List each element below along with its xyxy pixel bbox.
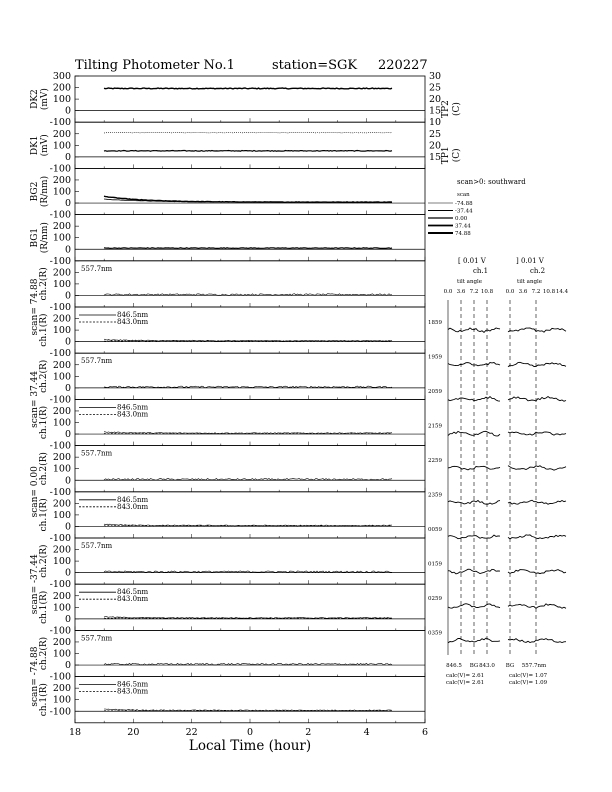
calc-ch1: calc(V)= 2.61 bbox=[446, 680, 485, 686]
y-tick-label: 200 bbox=[52, 221, 71, 233]
scan-label: scan= -37.44 bbox=[30, 554, 40, 615]
panel-s2c1 bbox=[38, 394, 425, 445]
panel-s1c2 bbox=[30, 256, 425, 336]
line-label: 557.7nm bbox=[81, 449, 113, 458]
y-tick-label: 100 bbox=[52, 140, 71, 152]
panel-s4c2 bbox=[30, 533, 425, 614]
y-tick-label: 200 bbox=[52, 683, 71, 695]
panel-dk1 bbox=[30, 117, 462, 168]
panel-frame bbox=[75, 446, 425, 492]
calc-ch1: calc(V)= 2.61 bbox=[446, 673, 485, 679]
tilt-tick: 10.8 bbox=[542, 289, 556, 295]
y-tick-label: 100 bbox=[52, 463, 71, 475]
tp1-line bbox=[104, 151, 392, 152]
ch2-scan-curve bbox=[508, 432, 566, 435]
line-label: 557.7nm bbox=[81, 357, 113, 366]
y-tick-label: 100 bbox=[52, 556, 71, 568]
y-tick-label: -100 bbox=[49, 348, 71, 360]
tilt-label: tilt angle bbox=[457, 279, 483, 285]
wavelength-label: BG bbox=[469, 663, 479, 669]
557.7nm-line bbox=[104, 479, 392, 481]
y-tick-label: -100 bbox=[49, 486, 71, 498]
y-tick-label: -100 bbox=[49, 394, 71, 406]
y-tick-label: 0 bbox=[64, 336, 71, 348]
right-axis-label: TP2 bbox=[441, 100, 451, 118]
y-axis-label: (R/nm) bbox=[40, 175, 50, 208]
ch2-scan-curve bbox=[508, 466, 566, 471]
panel-frame bbox=[75, 630, 425, 676]
x-axis bbox=[69, 727, 428, 754]
panel-s5c2 bbox=[30, 625, 425, 706]
time-label: 0159 bbox=[428, 561, 442, 568]
legend-label: 846.5nm bbox=[117, 680, 149, 689]
843.0nm-line bbox=[104, 525, 392, 526]
panel-frame bbox=[75, 215, 425, 261]
y-axis-label: ch.1(R) bbox=[39, 590, 49, 624]
calc-ch2: calc(V)= 1.09 bbox=[509, 680, 548, 686]
tilt-tick: 0.0 bbox=[505, 289, 515, 295]
dk2-line bbox=[104, 88, 392, 89]
y-tick-label: -100 bbox=[49, 579, 71, 591]
y-tick-label: 0 bbox=[64, 382, 71, 394]
y-tick-label: 100 bbox=[52, 694, 71, 706]
y-axis-label: ch.2(R) bbox=[39, 636, 49, 671]
y-tick-label: 200 bbox=[52, 174, 71, 186]
scan-legend-title: scan bbox=[457, 192, 470, 198]
ch2-scan-curve bbox=[508, 328, 566, 332]
ch2-label: ch.2 bbox=[530, 267, 546, 275]
right-axis-label: (C) bbox=[452, 102, 462, 117]
y-tick-label: 100 bbox=[52, 648, 71, 660]
scan-label: scan= -74.88 bbox=[30, 646, 40, 707]
time-label: 2359 bbox=[428, 492, 442, 499]
tilt-tick: 7.2 bbox=[531, 289, 541, 295]
ch2-scan-curve bbox=[508, 604, 566, 609]
y-tick-label: 100 bbox=[52, 325, 71, 337]
y-tick-label: 200 bbox=[52, 359, 71, 371]
y-tick-label: 100 bbox=[52, 94, 71, 106]
panel-dk2 bbox=[30, 71, 462, 122]
time-label: 0259 bbox=[428, 596, 442, 602]
x-axis-label: Local Time (hour) bbox=[188, 737, 312, 754]
557.7nm-line bbox=[104, 663, 392, 665]
y-axis-label: ch.1(R) bbox=[39, 405, 49, 440]
panel-frame bbox=[75, 168, 425, 214]
panel-bg2 bbox=[30, 163, 425, 214]
tilt-tick: 10.8 bbox=[480, 289, 494, 295]
y-axis-label: (mV) bbox=[40, 88, 50, 111]
x-tick-label: 6 bbox=[421, 726, 429, 738]
bg1-line bbox=[104, 248, 392, 249]
bg2-line bbox=[104, 196, 392, 202]
chart-header bbox=[75, 58, 428, 73]
y-axis-label: ch.2(R) bbox=[39, 359, 49, 393]
y-tick-label: 200 bbox=[52, 636, 71, 648]
y-tick-label: -100 bbox=[49, 117, 71, 129]
legend-label: 846.5nm bbox=[117, 311, 149, 319]
y-tick-label: 200 bbox=[52, 267, 71, 279]
y-tick-label: 200 bbox=[52, 313, 71, 325]
scan-legend-label: -74.88 bbox=[455, 201, 473, 207]
tilt-tick: 7.2 bbox=[469, 289, 479, 295]
scan-legend-label: 0.00 bbox=[455, 216, 468, 222]
station-label: station=SGK bbox=[272, 58, 358, 73]
557.7nm-line bbox=[104, 294, 392, 296]
x-tick-label: 4 bbox=[363, 726, 370, 738]
y-tick-label: 100 bbox=[52, 417, 71, 429]
legend-label: 846.5nm bbox=[117, 588, 149, 597]
y-tick-label: 200 bbox=[52, 128, 71, 140]
wavelength-label: BG bbox=[505, 663, 515, 669]
time-label: 1859 bbox=[428, 320, 442, 326]
legend-label: 846.5nm bbox=[117, 403, 149, 412]
ch2-scan-curve bbox=[508, 639, 566, 643]
time-label: 2059 bbox=[428, 389, 442, 395]
y-tick-label: -100 bbox=[49, 255, 71, 267]
scan-legend-label: 37.44 bbox=[455, 223, 471, 230]
y-tick-label: 0 bbox=[64, 198, 71, 210]
time-label: 2159 bbox=[428, 423, 442, 430]
y-tick-label: 100 bbox=[52, 278, 71, 290]
y-tick-label: -100 bbox=[49, 533, 71, 544]
right-tick-label: 10 bbox=[429, 117, 442, 129]
tilt-tick: 0.0 bbox=[443, 289, 453, 295]
panel-frame bbox=[75, 76, 425, 122]
panel-frame bbox=[75, 261, 425, 307]
y-tick-label: -100 bbox=[49, 440, 71, 452]
legend-label: 843.0nm bbox=[117, 318, 149, 326]
right-tick-label: 20 bbox=[429, 140, 442, 152]
scan-legend-label: -37.44 bbox=[455, 208, 473, 215]
ch2-scan-curve bbox=[508, 570, 566, 574]
scan-label: scan= 37.44 bbox=[30, 370, 40, 428]
y-axis-label: ch.1(R) bbox=[39, 683, 49, 717]
y-tick-label: 300 bbox=[52, 71, 71, 82]
right-tick-label: 25 bbox=[429, 82, 442, 94]
y-tick-label: 100 bbox=[52, 602, 71, 614]
time-label: 0359 bbox=[428, 630, 442, 637]
x-tick-label: 20 bbox=[127, 726, 140, 738]
right-tick-label: 30 bbox=[429, 71, 442, 82]
right-tick-label: 15 bbox=[429, 151, 442, 163]
panel-s2c2 bbox=[30, 348, 425, 428]
y-tick-label: 0 bbox=[64, 521, 71, 533]
ch2-scan-curve bbox=[508, 362, 566, 367]
y-axis-label: BG2 bbox=[30, 181, 40, 202]
y-axis-label: ch.1(R) bbox=[39, 313, 49, 347]
dk1-line bbox=[104, 132, 392, 133]
right-axis-label: TP1 bbox=[441, 146, 451, 165]
y-tick-label: 200 bbox=[52, 405, 71, 417]
line-label: 557.7nm bbox=[81, 634, 113, 643]
panel-s3c1 bbox=[38, 487, 425, 538]
line-label: 557.7nm bbox=[81, 264, 113, 273]
panel-frame bbox=[75, 353, 425, 399]
chart-title: Tilting Photometer No.1 bbox=[75, 58, 235, 73]
ch2-scale: ] 0.01 V bbox=[516, 257, 544, 265]
y-tick-label: 200 bbox=[52, 82, 71, 94]
time-label: 0059 bbox=[428, 527, 442, 533]
y-tick-label: 0 bbox=[64, 151, 71, 163]
y-axis-label: ch.2(R) bbox=[39, 267, 49, 301]
y-tick-label: 0 bbox=[64, 660, 71, 672]
right-tick-label: 15 bbox=[429, 105, 442, 117]
time-label: 1959 bbox=[428, 354, 442, 361]
time-label: 2259 bbox=[428, 458, 442, 464]
557.7nm-line bbox=[104, 571, 392, 573]
y-tick-label: 100 bbox=[52, 371, 71, 383]
y-axis-label: ch.1(R) bbox=[39, 498, 49, 532]
y-tick-label: 100 bbox=[52, 186, 71, 198]
y-tick-label: 0 bbox=[64, 567, 71, 579]
x-tick-label: 0 bbox=[246, 726, 254, 738]
legend-label: 843.0nm bbox=[117, 502, 149, 511]
y-axis-label: ch.2(R) bbox=[39, 452, 49, 486]
y-axis-label: DK2 bbox=[30, 89, 40, 109]
y-tick-label: 0 bbox=[64, 429, 71, 441]
y-axis-label: ch.2(R) bbox=[39, 544, 49, 578]
x-tick-label: 2 bbox=[305, 726, 312, 738]
y-tick-label: 100 bbox=[52, 232, 71, 244]
y-tick-label: -100 bbox=[49, 209, 71, 221]
wavelength-label: 843.0 bbox=[479, 663, 495, 669]
y-tick-label: 0 bbox=[64, 475, 71, 487]
tilt-tick: 3.6 bbox=[456, 289, 466, 295]
tilt-tick: 3.6 bbox=[518, 289, 528, 295]
panel-s1c1 bbox=[38, 302, 425, 353]
calc-ch2: calc(V)= 1.07 bbox=[509, 673, 548, 679]
y-tick-label: 200 bbox=[52, 452, 71, 464]
right-tick-label: 25 bbox=[429, 128, 442, 140]
ch1-label: ch.1 bbox=[473, 267, 489, 275]
y-tick-label: 0 bbox=[64, 290, 71, 302]
panel-frame bbox=[75, 538, 425, 584]
y-tick-label: 200 bbox=[52, 544, 71, 556]
legend-label: 843.0nm bbox=[117, 687, 149, 696]
panel-frame bbox=[75, 122, 425, 168]
y-tick-label: 0 bbox=[64, 613, 71, 625]
legend-label: 843.0nm bbox=[117, 410, 149, 419]
y-tick-label: 100 bbox=[52, 509, 71, 521]
y-tick-label: -100 bbox=[49, 671, 71, 683]
y-tick-label: 0 bbox=[64, 105, 71, 117]
legend-label: 843.0nm bbox=[117, 595, 149, 604]
date-label: 220227 bbox=[378, 58, 428, 73]
panel-s5c1 bbox=[38, 672, 425, 723]
y-axis-label: DK1 bbox=[30, 135, 40, 156]
y-tick-label: 200 bbox=[52, 590, 71, 602]
y-tick-label: -100 bbox=[49, 302, 71, 313]
panel-s4c1 bbox=[38, 579, 425, 630]
scan-label: scan= 74.88 bbox=[30, 278, 40, 336]
ch2-scan-curve bbox=[508, 500, 566, 504]
right-panel-title: scan>0: southward bbox=[457, 178, 526, 186]
right-panel bbox=[428, 178, 569, 686]
scan-legend-label: 74.88 bbox=[455, 231, 471, 237]
wavelength-label: 846.5 bbox=[446, 663, 462, 669]
y-tick-label: -100 bbox=[49, 706, 71, 718]
panel-s3c2 bbox=[30, 441, 425, 518]
legend-label: 846.5nm bbox=[117, 495, 149, 504]
ch2-scan-curve bbox=[508, 397, 566, 402]
ch2-scan-curve bbox=[508, 535, 566, 539]
y-axis-label: (R/nm) bbox=[40, 222, 50, 254]
y-axis-label: BG1 bbox=[30, 227, 40, 248]
right-tick-label: 20 bbox=[429, 94, 442, 106]
557.7nm-line bbox=[104, 386, 392, 388]
y-axis-label: (mV) bbox=[40, 134, 50, 157]
y-tick-label: -100 bbox=[49, 625, 71, 637]
ch1-scale: [ 0.01 V bbox=[458, 257, 486, 265]
x-tick-label: 18 bbox=[68, 726, 82, 738]
panel-bg1 bbox=[30, 210, 425, 261]
wavelength-label: 557.7nm bbox=[521, 663, 547, 669]
scan-label: scan= 0.00 bbox=[30, 466, 40, 518]
tilt-tick: 14.4 bbox=[555, 289, 569, 295]
tilt-label: tilt angle bbox=[517, 279, 543, 285]
y-tick-label: 200 bbox=[52, 498, 71, 510]
y-tick-label: -100 bbox=[49, 163, 71, 175]
y-tick-label: 0 bbox=[64, 244, 71, 256]
line-label: 557.7nm bbox=[81, 542, 113, 550]
right-axis-label: (C) bbox=[452, 148, 462, 163]
panels bbox=[30, 71, 462, 723]
x-tick-label: 22 bbox=[185, 726, 198, 738]
